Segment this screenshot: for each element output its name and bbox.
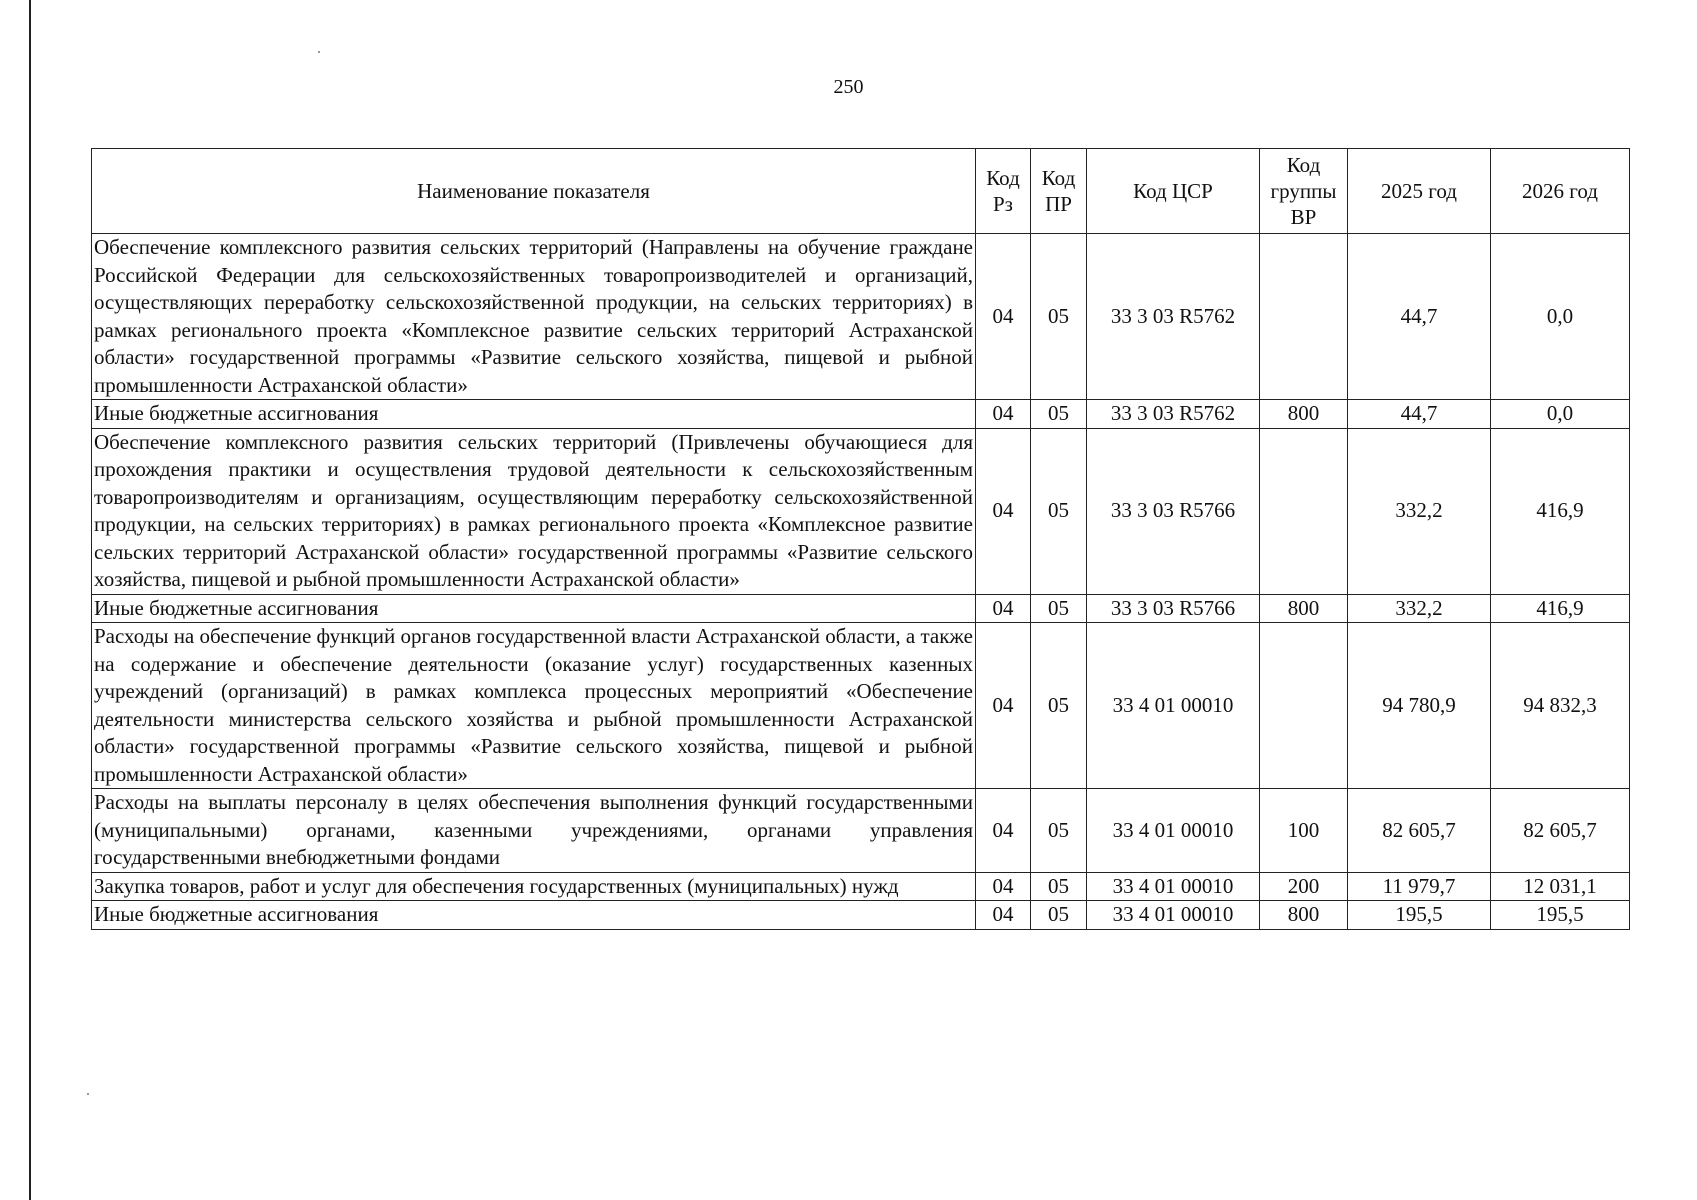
row-rz: 04 [976, 234, 1031, 400]
row-rz: 04 [976, 789, 1031, 873]
row-2026: 0,0 [1491, 400, 1630, 429]
row-name: Расходы на выплаты персоналу в целях обеспечения выполнения функций государственными (муниципальными) органами, казенными учреждениями, органами управления государственными внебюджетными фондами [92, 789, 976, 873]
header-pr: Код ПР [1031, 149, 1087, 234]
row-vr: 800 [1260, 400, 1348, 429]
row-name: Расходы на обеспечение функций органов государственной власти Астраханской области, а также на содержание и обеспечение деятельности (оказание услуг) государственных казенных учреждений (организаций) в рамках комплекса процессных мероприятий «Обеспечение деятельности министерства сельского хозяйства и рыбной промышленности Астраханской области» государственной программы «Развитие сельского хозяйства, пищевой и рыбной промышленности Астраханской области» [92, 623, 976, 789]
scan-speck [318, 51, 320, 53]
row-vr [1260, 428, 1348, 594]
row-pr: 05 [1031, 400, 1087, 429]
row-csr: 33 3 03 R5762 [1087, 400, 1260, 429]
row-pr: 05 [1031, 428, 1087, 594]
row-rz: 04 [976, 428, 1031, 594]
row-csr: 33 3 03 R5762 [1087, 234, 1260, 400]
row-2026: 416,9 [1491, 594, 1630, 623]
table-row [92, 594, 1630, 623]
row-csr: 33 4 01 00010 [1087, 872, 1260, 901]
row-name: Иные бюджетные ассигнования [92, 400, 976, 429]
table-row [92, 872, 1630, 901]
table-row [92, 400, 1630, 429]
row-2025: 82 605,7 [1348, 789, 1491, 873]
row-2026: 82 605,7 [1491, 789, 1630, 873]
row-pr: 05 [1031, 594, 1087, 623]
row-vr: 200 [1260, 872, 1348, 901]
row-csr: 33 3 03 R5766 [1087, 594, 1260, 623]
row-vr: 100 [1260, 789, 1348, 873]
row-name: Закупка товаров, работ и услуг для обеспечения государственных (муниципальных) нужд [92, 872, 976, 901]
row-2025: 332,2 [1348, 594, 1491, 623]
row-pr: 05 [1031, 234, 1087, 400]
row-vr [1260, 623, 1348, 789]
row-csr: 33 3 03 R5766 [1087, 428, 1260, 594]
table-row [92, 428, 1630, 594]
row-name: Иные бюджетные ассигнования [92, 901, 976, 930]
scan-speck [87, 1093, 89, 1095]
row-pr: 05 [1031, 901, 1087, 930]
row-name: Обеспечение комплексного развития сельских территорий (Направлены на обучение граждане Российской Федерации для сельскохозяйственных товаропроизводителей и организаций, осуществляющих переработку сельскохозяйственной продукции, на сельских территориях) в рамках регионального проекта «Комплексное развитие сельских территорий Астраханской области» государственной программы «Развитие сельского хозяйства, пищевой и рыбной промышленности Астраханской области» [92, 234, 976, 400]
row-rz: 04 [976, 400, 1031, 429]
table-header-row [92, 149, 1630, 234]
row-2025: 332,2 [1348, 428, 1491, 594]
row-pr: 05 [1031, 789, 1087, 873]
page-number: 250 [833, 76, 864, 98]
row-csr: 33 4 01 00010 [1087, 789, 1260, 873]
row-vr [1260, 234, 1348, 400]
row-2025: 195,5 [1348, 901, 1491, 930]
row-name: Иные бюджетные ассигнования [92, 594, 976, 623]
header-csr: Код ЦСР [1087, 149, 1260, 234]
row-2025: 11 979,7 [1348, 872, 1491, 901]
row-pr: 05 [1031, 872, 1087, 901]
row-csr: 33 4 01 00010 [1087, 901, 1260, 930]
row-pr: 05 [1031, 623, 1087, 789]
header-2026: 2026 год [1491, 149, 1630, 234]
table-row [92, 234, 1630, 400]
row-csr: 33 4 01 00010 [1087, 623, 1260, 789]
row-2025: 94 780,9 [1348, 623, 1491, 789]
row-name: Обеспечение комплексного развития сельских территорий (Привлечены обучающиеся для прохождения практики и осуществления трудовой деятельности к сельскохозяйственным товаропроизводителям и организациям, осуществляющим переработку сельскохозяйственной продукции, на сельских территориях) в рамках регионального проекта «Комплексное развитие сельских территорий Астраханской области» государственной программы «Развитие сельского хозяйства, пищевой и рыбной промышленности Астраханской области» [92, 428, 976, 594]
row-rz: 04 [976, 872, 1031, 901]
row-rz: 04 [976, 901, 1031, 930]
row-2026: 94 832,3 [1491, 623, 1630, 789]
header-vr: Код группы ВР [1260, 149, 1348, 234]
row-rz: 04 [976, 594, 1031, 623]
row-2025: 44,7 [1348, 234, 1491, 400]
row-rz: 04 [976, 623, 1031, 789]
row-2026: 416,9 [1491, 428, 1630, 594]
table-row [92, 901, 1630, 930]
row-2026: 195,5 [1491, 901, 1630, 930]
row-vr: 800 [1260, 594, 1348, 623]
row-2026: 12 031,1 [1491, 872, 1630, 901]
row-2026: 0,0 [1491, 234, 1630, 400]
header-rz: Код Рз [976, 149, 1031, 234]
budget-table [91, 148, 1630, 930]
row-2025: 44,7 [1348, 400, 1491, 429]
row-vr: 800 [1260, 901, 1348, 930]
table-row [92, 623, 1630, 789]
header-name: Наименование показателя [92, 149, 976, 234]
scan-binding-edge [29, 0, 31, 1200]
table-row [92, 789, 1630, 873]
header-2025: 2025 год [1348, 149, 1491, 234]
